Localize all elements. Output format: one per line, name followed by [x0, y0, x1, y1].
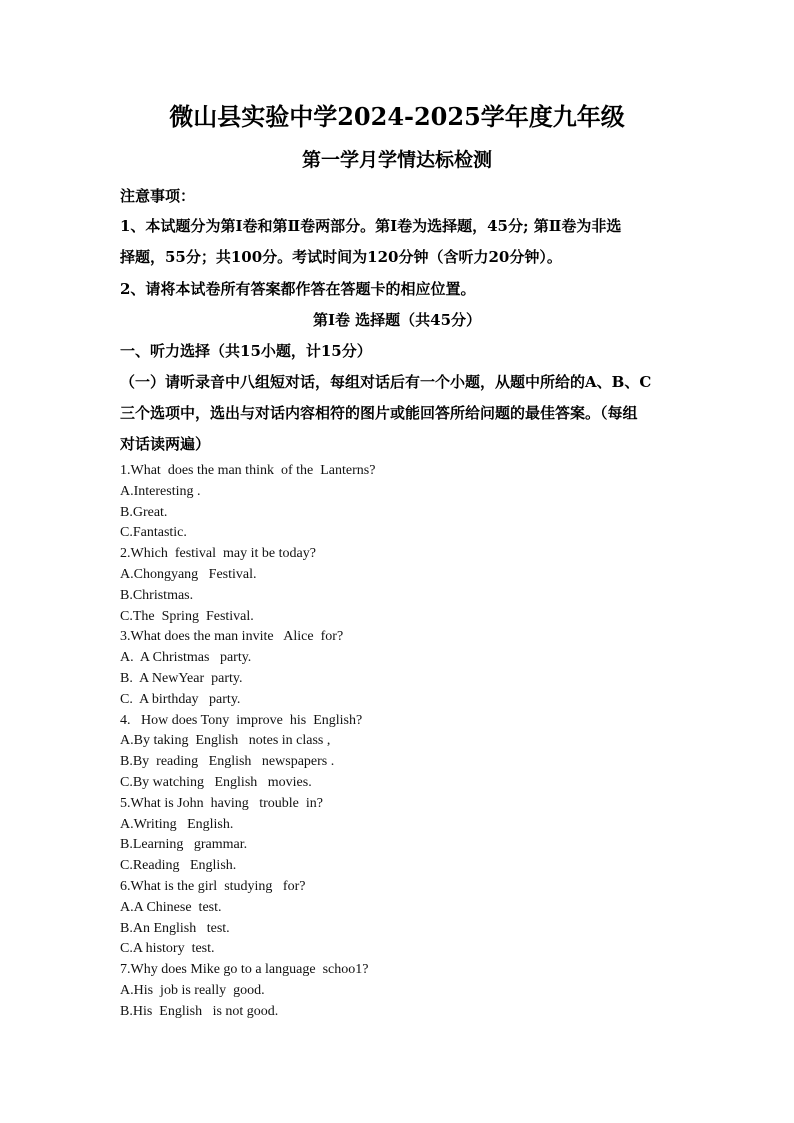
note-item-2: 2、请将本试卷所有答案都作答在答题卡的相应位置。: [120, 280, 476, 298]
question-option: A.Interesting .: [120, 483, 201, 499]
question-option: B.By reading English newspapers .: [120, 754, 335, 770]
question-option: C. A birthday party.: [120, 691, 241, 707]
question-option: A.A Chinese test.: [120, 899, 222, 915]
question-stem: 7.Why does Mike go to a language schoo1?: [120, 962, 369, 978]
page-title: 微山县实验中学2024-2025学年度九年级: [169, 102, 625, 131]
question-option: B.Christmas.: [120, 587, 194, 603]
question-list: [120, 461, 720, 1023]
instruction-line-3: 对话读两遍）: [120, 435, 211, 453]
page-subtitle: 第一学月学情达标检测: [301, 149, 492, 171]
question-option: C.By watching English movies.: [120, 774, 312, 790]
instruction-line-2: 三个选项中，选出与对话内容相符的图片或能回答所给问题的最佳答案。（每组: [120, 404, 638, 422]
question-stem: 1.What does the man think of the Lanterns?: [120, 463, 376, 478]
question-option: C.The Spring Festival.: [120, 608, 254, 624]
question-option: A.Writing English.: [120, 816, 234, 832]
question-option: C.Reading English.: [120, 858, 237, 874]
question-stem: 6.What is the girl studying for?: [120, 878, 306, 894]
question-option: B.Great.: [120, 504, 168, 520]
part-1-title: 第Ⅰ卷 选择题（共45分）: [312, 311, 482, 329]
question-option: A.By taking English notes in class ,: [120, 733, 331, 749]
note-item-1-line-1: 1、本试题分为第Ⅰ卷和第Ⅱ卷两部分。第Ⅰ卷为选择题，45分; 第Ⅱ卷为非选: [120, 217, 622, 235]
question-stem: 4. How does Tony improve his English?: [120, 712, 363, 728]
question-option: C.A history test.: [120, 941, 215, 957]
notes-heading: 注意事项：: [120, 187, 196, 205]
question-option: B.Learning grammar.: [120, 837, 248, 853]
section-heading: 一、听力选择（共15小题，计15分）: [120, 342, 372, 360]
question-option: B.An English test.: [120, 920, 230, 936]
instruction-line-1: （一）请听录音中八组短对话，每组对话后有一个小题，从题中所给的A、B、C: [120, 373, 652, 391]
question-stem: 3.What does the man invite Alice for?: [120, 629, 344, 645]
question-stem: 2.Which festival may it be today?: [120, 546, 316, 562]
question-option: B. A NewYear party.: [120, 670, 243, 686]
question-stem: 5.What is John having trouble in?: [120, 795, 323, 811]
note-item-1-line-2: 择题，55分；共100分。考试时间为120分钟（含听力20分钟）。: [120, 248, 562, 266]
question-option: A. A Christmas party.: [120, 650, 252, 666]
question-option: A.His job is really good.: [120, 982, 265, 998]
question-option: A.Chongyang Festival.: [120, 566, 257, 582]
question-option: B.His English is not good.: [120, 1003, 279, 1019]
question-option: C.Fantastic.: [120, 525, 187, 541]
